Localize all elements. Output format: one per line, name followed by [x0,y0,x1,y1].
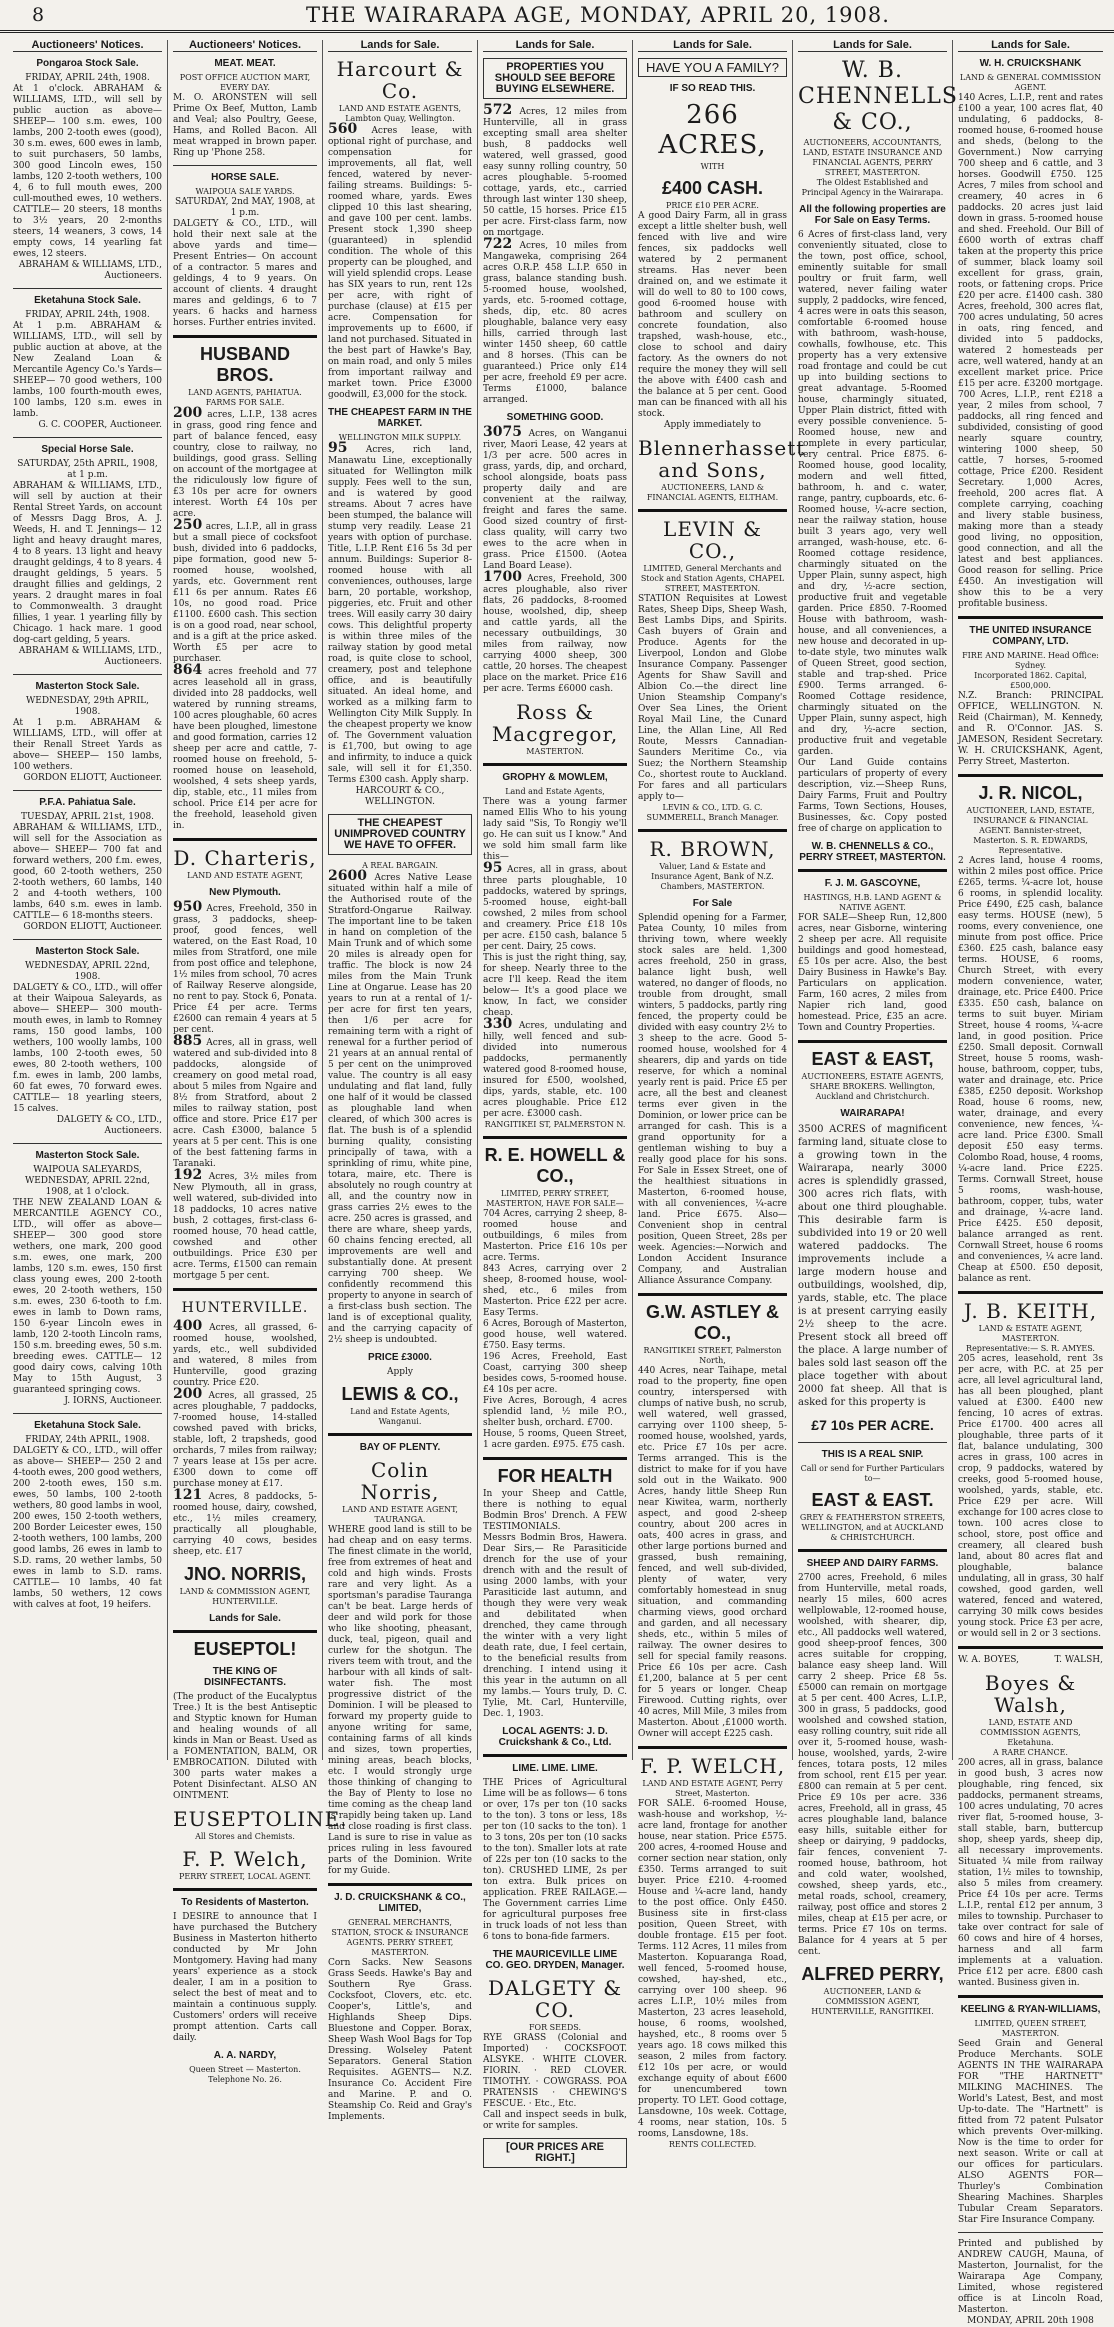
product-sub: THE KING OF DISINFECTANTS. [203,1666,287,1688]
divider [173,1888,317,1891]
column-1 [8,40,168,1760]
firm-name: Harcourt & Co. [336,57,464,103]
ad-text: Corn Sacks. New Seasons Grass Seeds. Hawke's Bay and Southern Rye Grass. Cocksfoot, Clovers, etc. etc. Cooper's, Little's, and Highlands Sheep Dips. Bluestone and Copper. Borax, Sheep Wash Wool Bags for Top Dressing. Wolseley Patent Separators. General Station Requisites. AGENTS— N.Z. Insurance Co. Accident Fire and Marine. P. and O. Steamship Co. Reid and Gray's Implements. [328,1958,472,2122]
divider [13,939,162,940]
listing-acres: 560 [328,121,358,137]
firm-name: JNO. NORRIS, [183,1564,307,1584]
firm-sub: LAND AND ESTATE AGENTS, Lambton Quay, Wellington. [338,104,462,123]
agent-name: F. P. Welch, [182,1847,308,1871]
firm-name: Blennerhassett and Sons, [638,436,806,482]
notice-body: At 1 p.m. ABRAHAM & WILLIAMS, LTD., will offer at their Renall Street Yards as above— SHEEP— 150 lambs, 100 wethers. [13,718,162,772]
section-sub: Call or send for Further Particulars to— [800,1464,945,1483]
firm-name: Ross & Macgregor, [491,700,619,746]
listing-acres: 250 [173,517,203,533]
firm-sub: New Plymouth. [209,887,281,898]
divider [958,1291,1103,1294]
firm-sub: MASTERTON. [526,747,584,756]
notice-sign: ABRAHAM & WILLIAMS, LTD., Auctioneers. [18,260,162,281]
divider [798,869,947,872]
listing-acres: 864 [173,662,203,678]
firm-sub: GENERAL MERCHANTS, STATION, STOCK & INSURANCE AGENTS. PERRY STREET, MASTERTON. [331,1918,469,1957]
columns [8,39,1108,2326]
listing-text: Acres, on Wanganui river, Maori Lease, 42 years at 1/3 per acre. 500 acres in grass, yards, dip, and orchard, school alongside, boats pass property daily and are convenient at the railway, freight and fares the same. Good sized country of first-class quality, will carry two ewes to the acre when in grass. Price £1500. (Aotea Land Board Lease). [483,429,627,571]
divider [958,774,1103,777]
ad-text: Splendid opening for a Farmer, Patea County, 10 miles from thriving town, where weekly stock sales are held. 1,300 acres freehold, 250 in grass, balance light bush, well watered, no danger of floods, no trouble from drought, small winters, 5 paddocks, partly ring fenced, the property could be divided with easy country 2½ to 3 sheep to the acre. Good 5-roomed house, woolshed for 4 shearers, dip and yards on tide reserve, for which a nominal yearly rent is paid. Price £5 per acre, all the best and cleanest terms ever given in the Dominion, or lower price can be arranged for cash. This is a grand opportunity for a gentleman wishing to buy a really good place for his sons. For Sale in Essex Street, one of the healthiest situations in Masterton, 6-roomed house, with all conveniences, ¼-acre land. Price £675. Also—Convenient shop in central position, Queen Street, 28s per week. Agencies:—Norwich and London Accident Insurance Company, and Australian Alliance Assurance Company. [638,913,787,1286]
notice-sign: GORDON ELIOTT, Auctioneer. [23,773,162,783]
section-title: IF SO READ THIS. [669,83,756,94]
notice-sub: WAIPOUA SALE YARDS. [195,187,295,196]
firm-rep: Representative:— S. R. AMYES. [966,1344,1095,1353]
divider [638,509,787,512]
listing-text: Acres, all grassed, 6-roomed house, woolshed, yards, etc., well subdivided and watered, 8 miles from Hunterville, good grazing country. Price £20. [173,1323,317,1388]
notice-address: Queen Street — Masterton. Telephone No. 26. [189,2065,301,2084]
firm-name: F. P. WELCH, [639,1754,786,1778]
column-4 [478,39,633,2164]
section-title: SHEEP AND DAIRY FARMS. [806,1558,939,1569]
firm-sub: LAND AND ESTATE AGENT, TAURANGA. [342,1505,458,1524]
ad-text: 140 Acres, L.I.P., rent and rates £100 a year, 100 acres flat, 40 undulating, 6 paddocks, 8-roomed house, 6-roomed house and sheds, (belong to the Government.) Now carrying 700 sheep and 6 cattle, and 3 horses. Goodwill £750. 125 Acres, 7 miles from school and creamery, 40 acres in 6 paddocks. 20 acres just laid down in grass. 5-roomed house and shed. Freehold. Our Bill of £600 worth of extras chaff taken at the property this price of summer, black loamy soil excellent for grass, grain, roots, or fattening crops. Price £20 per acre. £1400 cash. 380 Acres, freehold, 300 acres flat, 700 acres undulating, 50 acres in oats, ring fenced, and divided into 5 paddocks, watered 2 homesteads per acre, well watered, handy at an excellent market price. Price £15 per acre. £3200 mortgage. 700 Acres, L.I.P., rent £218 a year, 2 miles from school, 7 paddocks, all ring fenced and subdivided, consisting of good nearly square country, wintering 1000 sheep, 50 cattle, 7 horses, 5-roomed cottage, Price £200. Resident Secretary. 1,000 Acres, freehold, 200 acres flat. A complete carrying, coaching and livery stable business, making more than a steady good living, no opposition, good connection, and all the latest and best appliances. Good reason for selling. Price £450. An investigation will show this to be a very profitable business. [958,93,1103,609]
listing-text: 843 Acres, carrying over 2 sheep, 8-roomed house, wool-shed, etc., 6 miles from Masterton. Price £22 per acre. Easy Terms. [483,1264,627,1318]
listing-acres: 950 [173,899,203,915]
ad-text: WHERE good land is still to be had cheap and on easy terms. The finest climate in the world, free from extremes of heat and cold and high winds. Frosts rare and very light. As a sportsman's paradise Tauranga can't be beat. Large herds of deer and wild pork for those who like shooting, pheasant, duck, teal, pigeon, quail and curlew for the shotgun. The rivers teem with trout, and the harbour with all kinds of salt-water fish. The most progressive district of the Dominion. I will be pleased to forward my property guide to anyone writing for same, containing farms of all kinds and sizes, town properties, mining areas, beach blocks, etc. I would strongly urge those thinking of changing to the Bay of Plenty to lose no time coming as the cheap land is rapidly being taken up. Land and close roading is first class. Land is sure to rise in value as prices ruling in less favoured parts of the Dominion. Write for my Guide. [328,1525,472,1876]
section-sub: WITH [700,162,725,171]
notice-body: ABRAHAM & WILLIAMS, LTD., will sell for the Association as above— SHEEP— 700 fat and forward wethers, 200 f.m. ewes, good, 60 2-tooth wethers, 250 2-tooth wethers, 60 lambs, 140 2 and 4-tooth wethers, 100 lambs, 640 s.m. ewes in lamb. CATTLE— 6 18-months steers. [13,823,162,921]
section-title: For Sale [692,898,733,909]
section-title: HUNTERVILLE. [181,1300,309,1316]
notice-title: MEAT. MEAT. [214,58,276,69]
firm-sub: LIMITED, PERRY STREET, MASTERTON, HAVE FOR SALE— [486,1189,624,1208]
ad-text: A good Dairy Farm, all in grass except a little shelter bush, well fenced with live and wire fences, six paddocks well watered by 2 permanent streams. Has never been drained on, and we estimate it will do well to 80 to 100 cows, good 6-roomed house with bathroom and scullery on concrete foundation, also trapshed, wash-house, etc., close to school and dairy factory. As the owners do not require the money they will sell the above with £400 cash and the balance at 5 per cent. Good man can be financed with all his stock. [638,211,787,419]
notice-date: FRIDAY, APRIL 24th, 1908. [25,73,150,83]
notice-body: At 1 o'clock. ABRAHAM & WILLIAMS, LTD., will sell by public auction as above— SHEEP— 100 s.m. ewes, 100 lambs, 200 2-tooth ewes (good), 30 s.m. ewes, 600 ewes in lamb, to suit purchasers, 50 lambs, 300 good Lincoln ewes, 150 lambs, 120 2-tooth wethers, 100 4, 6 to full mouth ewes, 200 cull-mouthed ewes, 10 wethers. CATTLE— 20 steers, 18 months to 3½ years, 20 2-months steers, 14 weaners, 3 cows, 14 empty cows, 14 yearling fat ewes, 12 steers. [13,84,162,259]
firm-sub: LAND & ESTATE AGENT, MASTERTON. [978,1324,1083,1343]
listing-acres: 121 [173,1487,203,1503]
column-header: Lands for Sale. [958,40,1103,52]
notice-date: FRIDAY, APRIL 24th, 1908. [25,310,150,320]
ad-sign: RENTS COLLECTED. [668,2140,757,2149]
firm-sub: FARMS FOR SALE. [205,398,285,407]
firm-sub: LIMITED, QUEEN STREET, MASTERTON. [974,2019,1087,2038]
divider [958,616,1103,619]
divider [483,1457,627,1460]
listing-text: Acres, Freehold, 300 acres ploughable, also river flats, 26 paddocks, 8-roomed house, woolshed, dip, sheep and cattle yards, all the necessary outbuildings, 30 miles from railway, now carrying 4000 sheep, 300 cattle, 20 horses. The cheapest place on the market. Price £16 per acre. Terms £6000 cash. [483,574,627,694]
ad-poem: There was a young farmer named Ellis Who to his young lady said "Sis, To Rongiy we'll go. He can suit us I know." And we sold him small farm like this— [483,797,627,862]
product-text: (The product of the Eucalyptus Tree.) It is the best Antiseptic and Styptic known for Human and healing wounds of all kinds in Man or Beast. Used as a FOMENTATION, BALM, OR EMBROCATION. Diluted with 300 parts water makes a Potent Disinfectant. ALSO AN OINTMENT. [173,1692,317,1801]
newspaper-title: THE WAIRARAPA AGE, MONDAY, APRIL 20, 1908. [306,3,890,27]
listing-text: Acres, all grassed, 25 acres ploughable, 7 paddocks, 7-roomed house, 14-stalled cowshed paved with bricks, stable, loft, 2 trapsheds, good orchards, 7 miles from railway; 7 years lease at 15s per acre. £300 down to come off purchase money at £17. [173,1391,317,1489]
divider [13,288,162,289]
divider [13,790,162,791]
divider [483,763,627,766]
ad-text: 200 acres, all in grass, balance in good bush, 3 acres now ploughable, ring fenced, six paddocks, permanent streams, 100 acres undulating, 70 acres river flat, 5-roomed house, 3-stall stable, barn, buttercup shop, sheep yards, sheep dip, all necessary improvements. Situated ¼ mile from railway station, 1½ miles to township, also 5 miles from creamery. Price £4 10s per acre. Terms L.I.P., rental £12 per annum, 3 miles to township. Purchaser to take over contract for sale of 60 cows and hire of 4 horses, harness and all farm implements at a valuation. Price £12 per acre. £800 cash wanted. Business given in. [958,1758,1103,1988]
divider [638,829,787,832]
firm-sub: RANGITIKEI STREET, Palmerston North, [643,1346,782,1365]
listing-text: Acres, all in grass, about three parts ploughable, 10 paddocks, watered by springs, 5-roomed house, eight-ball cowshed, 2 miles from school and creamery. Price £18 10s per acre. £150 cash, balance 5 per cent. Dairy, 25 cows. [483,865,627,952]
firm-name: EAST & EAST, [811,1049,934,1069]
listing-text: 6 Acres, Borough of Masterton, good house, well watered. £750. Easy terms. [483,1319,627,1351]
divider [328,1883,472,1886]
column-header: Lands for Sale. [638,40,787,52]
notice-sign: G. C. COOPER, Auctioneer. [38,420,162,430]
column-header: Auctioneers' Notices. [173,40,317,52]
ad-poem: This is just the right thing, say, for sheep. Nearly three to the acre I'll keep. Read the item below— It's a good place we know, In fact, we consider cheap. [483,953,627,1018]
ad-text: 2 Acres land, house 4 rooms, within 2 miles post office. Price £265, terms. ¼-acre lot, house 6 rooms, in splendid locality. Price £490, £25 cash, balance easy terms. HOUSE (new), 5 rooms, every convenience, one minute from post office. Price £360. £25 cash, balance easy terms. HOUSE, 6 rooms, Church Street, with every modern convenience, water, drainage, etc. Price £400. Price £335. £50 cash, balance on terms to suit buyer. Miriam Street, house 4 rooms, ¼-acre land, in good position. Price £250. Small deposit. Cornwall Street, house 5 rooms, wash-house, bathroom, copper, tubs, water and drainage, etc. Price £385, £250 deposit. Workshop Road, house 6 rooms, new, water, drainage, and every convenience, new fences, ¼-acre land. Price £300. Small deposit £50 easy terms. Colombo Road, house, 4 rooms, ¼-acre land. Price £225. Terms. Cornwall Street, house 5 rooms, wash-house, bathroom, copper, tubs, water and drainage, ¼-acre land. Price £425. £50 deposit, balance arranged as rent. Cornwall Street, house 6 rooms and conveniences, ¼ acre land. Cheap at £500. £50 deposit, balance as rent. [958,856,1103,1284]
ad-text: FOR SALE—Sheep Run, 12,800 acres, near Gisborne, wintering 2 sheep per acre. All requisite buildings and good homestead, £5 10s per acre. Also, the best Dairy Business in Hawke's Bay. Particulars on application. Farm, 160 acres, 2 miles from Napier rich land, good homestead. Price, £35 an acre. Town and Country Properties. [798,913,947,1033]
listing-text: Acres, 12 miles from Hunterville, all in grass excepting small area shelter bush, 8 paddocks well watered, well grassed, good easy sunny rolling country, 50 acres ploughable. 5-roomed cottage, yards, etc., carried through last winter 130 sheep, 50 cattle, 15 horses. Price £15 per acre. First-class farm, now on mortgage. [483,107,627,238]
section-sub: A RARE CHANCE. [993,1748,1068,1757]
column-7 [953,39,1108,2326]
divider [173,165,317,166]
firm-sub: Land and Estate Agents, Wanganui. [350,1407,450,1426]
listing-acres: 200 [173,1386,203,1402]
divider [13,437,162,438]
notice-sign: ABRAHAM & WILLIAMS, LTD., Auctioneers. [18,646,162,667]
firm-sub: LAND AND ESTATE AGENT, [187,871,303,880]
firm-tag: The Oldest Established and Principal Agency in the Wairarapa. [801,178,944,197]
listing-text: acres, L.I.P., all in grass but a small piece of cocksfoot bush, divided into 6 paddocks, pipe formation, good new 5-roomed house, woolshed, yards, etc. Government rent £11 6s per annum. Rates £6 10s, no good road. Price £1100. £600 cash. This section is on a good road, near school, and is a gift at the price asked. Worth £5 per acre to purchaser. [173,522,317,664]
notice-title: Masterton Stock Sale. [35,681,140,692]
listing-acres: 2600 [328,868,367,884]
divider [13,674,162,675]
column-6 [793,39,958,2016]
notice-body: ABRAHAM & WILLIAMS, LTD., will sell by auction at their Rental Street Yards, on account of Messrs Dagg Bros, A. J. Weeds, H. and T. Jennings— 12 light and heavy draught mares, 4 to 8 years. 13 light and heavy draught geldings, 4 to 8 years. 4 draught geldings, 5 years. 5 draught fillies and geldings, 2 years. 2 draught mares in foal to Commonwealth. 3 draught fillies, 1 year. 1 yearling filly by Chicago. 1 hack mare. 1 good dog-cart gelding, 5 years. [13,481,162,645]
listing-acres: 400 [173,1318,203,1334]
ad-text: 440 Acres, near Taihape, metal road to the property, fine open country, interspersed with clumps of native bush, no scrub, well watered, well grassed, carrying over 1100 sheep, 5-roomed house, woolshed, yards, etc. Price £7 10s per acre. Terms arranged. This is the district to make for if you have sold out in the Waikato. 900 Acres, handy little Sheep Run near Kiwitea, warm, northerly aspect, and good 2-sheep country, about 200 acres in oats, 400 acres in grass, and other large portions burned and grassed, bush remaining, fenced, and well sub-divided, plenty of water, very comfortably homestead in snug situation, and commanding charming views, good orchard and garden, and all necessary sheds, etc., within 5 miles of railway. The owner desires to sell for special family reasons. Price £6 10s per acre. Cash £1,200, balance at 5 per cent for 5 years or longer. Cheap Firewood. Cutting rights, over 40 acres, Mill Mile, 3 miles from Masterton. About ,£1000 worth. Owner will accept £225 cash. [638,1366,787,1739]
column-header: Auctioneers' Notices. [13,40,162,52]
listing-acres: 95 [483,860,503,876]
listing-text: Acres, rich land, Manawatu Line, exceptionally situated for Wellington milk supply. Fees well to the sun, and is watered by good streams. About 7 acres have been stumped, the balance will stump very readily. Lease 21 years with option of purchase. Title, L.I.P. Rent £16 5s 3d per annum. Buildings: Superior 8-roomed house with all conveniences, outhouses, large barn, 20 portable, workshop, piggeries, etc. Fruit and other trees. Will easily carry 30 dairy cows. This delightful property is within three miles of the railway station by good metal road, is quite close to school, creamery, post and telephone office, and is beautifully situated. An ideal home, and worked as a milking farm to Wellington City Milk Supply. In the cheapest property we know of. The Government valuation is £1,700, but owing to age and infirmity, to induce a quick sale, will sell it for £1,350. Terms £300 cash. Apply sharp. [328,445,473,785]
divider [638,1293,787,1296]
divider [13,1413,162,1414]
notice-date: WEDNESDAY, 29th APRIL, 1908. [26,696,149,717]
listing-text: acres, L.I.P., 138 acres in grass, good ring fence and part of balance fenced, easy country, close to railway, no buildings, good grass. Selling on account of the mortgagee at the ridiculously low figure of £3 10s per acre for owners interest. Worth £4 10s per acre. [173,410,317,519]
listing-acres: 885 [173,1033,203,1049]
firm-sub: AUCTIONEER, LAND, ESTATE, INSURANCE & FINANCIAL AGENT. Bannister-street, Masterton. S. R. EDWARDS, Representative. [966,806,1095,855]
notice-title: HORSE SALE. [211,172,279,183]
partner-name: W. A. BOYES, [958,1655,1019,1665]
firm-capital: Incorporated 1862. Capital, £500,000. [974,671,1087,690]
firm-name: THE UNITED INSURANCE COMPANY, LTD. [969,625,1092,647]
divider [328,1433,472,1436]
listing-text: Acres, 10 miles from Mangaweka, comprising 264 acres O.R.P. 458 L.I.P. 650 in grass, balance standing bush. 5-roomed house, woolshed, yards, etc. 5-roomed cottage, sheds, dip, etc. 80 acres ploughable, balance very easy hills, carried through last winter 1450 sheep, 60 cattle and 8 horses. (This can be guaranteed.) Price only £14 per acre, freehold £9 per acre. Terms £1000, balance arranged. [483,241,627,405]
apply-label: Apply immediately to [664,420,761,430]
firm-name: ALFRED PERRY, [801,1964,944,1984]
notice-title: Masterton Stock Sale. [35,946,140,957]
notice-title: To Residents of Masterton. [181,1897,309,1908]
listing-acres: 95 [328,440,348,456]
divider [958,1646,1103,1649]
listing-text: Acres, undulating and hilly, well fenced and sub-divided into numerous paddocks, permanently watered good 8-roomed house, insured for £500, woolshed, dips, yards, stable, etc. 100 acres ploughable. Price £12 per acre. £3000 cash. [483,1021,627,1119]
listing-text: Five Acres, Borough, 4 acres splendid land, ½ mile P.O., shelter bush, orchard. £700. [483,1396,627,1428]
ad-text: 6 Acres of first-class land, very conveniently situated, close to the town, post office, school, eminently suitable for small poultry or fruit farm, well watered, never failing water supply, 2 paddocks, wire fenced, 4 acres were in oats this season, comfortable 6-roomed house with bathroom, wash-house, cowhalls, fowlhouse, etc. This property has a very extensive road frontage and could be cut up into building sections to great advantage. 5-Roomed house, charmingly situated, Upper Plain district, fitted with every possible convenience. 5-Roomed house, new and complete in every particular, very central. Price £875. 6-Roomed house, good locality, modern and well fitted, bathroom, h. and c. water, range, pantry, cupboards, etc. 6-Roomed house, ¼-acre section, near the railway station, house built 3 years ago, very well arranged, wash-house, etc. 6-Roomed cottage residence, charmingly situated on the Upper Plain, sunny aspect, high and dry, ½-acre section, productive fruit and vegetable garden. Price £850. 7-Roomed House with bathroom, wash-house, and all conveniences, a new house and decorated in up-to-date style, two minutes walk of Queen Street, good section, stable and trap-shed. Price £900. Terms arranged. 6-Roomed Cottage residence, charmingly situated on the Upper Plain, sunny aspect, high and dry, ½-acre section, productive fruit and vegetable garden. [798,230,947,757]
section-title: THIS IS A REAL SNIP. [821,1449,924,1460]
firm-sign: HARCOURT & CO., WELLINGTON. [355,786,445,807]
ad-text: N.Z. Branch: PRINCIPAL OFFICE, WELLINGTON. N. Reid (Chairman), M. Kennedy, and R. O'Connor. JAS. S. JAMESON, Resident Secretary. W. H. CRUICKSHANK, Agent, Perry Street, Masterton. [958,691,1103,767]
firm-name: LEWIS & CO., [341,1384,459,1404]
firm-sub: FOR SEEDS. [529,2023,581,2032]
ad-testimonial: Messrs Bodmin Bros, Hawera. Dear Sirs,— Re Parasiticide drench for the use of your drench with and the result of using 2000 lambs, with your Parasiticide last autumn, and though they were very weak and debilitated when drenched, they came through the winter with a very light death rate, due, I feel certain, to the beneficial results from drenching. I intend using it this year in the autumn on all my lambs.— Yours truly, D. C. Tylie, Mt. Carl, Hunterville, Dec. 1, 1903. [483,1533,627,1719]
notice-title: Special Horse Sale. [41,444,134,455]
agent-sub: PERRY STREET, LOCAL AGENT. [179,1872,311,1881]
page-number: 8 [32,4,45,26]
headline-acres: 266 ACRES, [658,100,767,160]
section-sub: WELLINGTON MILK SUPPLY. [338,433,462,442]
listing-acres: 1700 [483,569,522,585]
column-header: Lands for Sale. [483,40,627,52]
firm-name: R. E. HOWELL & CO., [484,1145,626,1186]
firm-name: W. H. CRUICKSHANK [979,58,1082,69]
listing-acres: 572 [483,102,513,118]
firm-sub: LAND, ESTATE AND COMMISSION AGENTS, Eketahuna. [980,1718,1081,1747]
boxed-headline: THE CHEAPEST UNIMPROVED COUNTRY WE HAVE TO OFFER. [328,814,472,855]
firm-name: Boyes & Walsh, [984,1671,1077,1717]
firm-name: Colin Norris, [360,1458,440,1504]
ad-sign: THE MAURICEVILLE LIME CO. GEO. DRYDEN, Manager. [485,1949,625,1971]
section-title: BAY OF PLENTY. [359,1442,441,1453]
product-text: All Stores and Chemists. [195,1832,295,1841]
boxed-headline: [OUR PRICES ARE RIGHT.] [483,2138,627,2168]
listing-text: Acres, 3½ miles from New Plymouth, all in grass, well watered, sub-divided into 18 paddocks, 10 acres native bush, 2 cottages, first-class 6-roomed house, 70 head cattle, cowshed and other outbuildings. Price £30 per acre. Terms, £1500 can remain mortgage 5 per cent. [173,1172,317,1281]
column-3 [323,39,478,2122]
imprint-date: MONDAY, APRIL 20th 1908 [967,2316,1094,2326]
listing-acres: 192 [173,1167,203,1183]
notice-sign: GORDON ELIOTT, Auctioneer. [23,922,162,932]
ad-text: 205 acres, leasehold, rent 3s per acre, with P.C. at 25 per acre, all level agricultural land, has all been ploughed, plant valued at £300. £400 new fencing, 10 acres of extras. Price £1700. 400 acres all ploughable, three parts of it flat, balance undulating, 300 acres in grass, 100 acres in crop, 9 paddocks, watered by creeks, good 5-roomed house, woolshed, yards, stable, etc. Price £29 per acre. Will exchange for 100 acres close to town. 100 acres close to school, store, post office and creamery, all cleared bush land, about 80 acres flat and ploughable, balance undulating, all in grass, 30 half cowshed, good garden, well watered, fenced and watered, carrying 30 milk cows besides young stock. Price £3 per acre, or would sell in 2 or 3 sections. [958,1354,1103,1639]
ad-title: FOR HEALTH [497,1466,613,1486]
firm-sub: Valuer, Land & Estate and Insurance Agent, Bank of N.Z. Chambers, MASTERTON. [651,862,774,891]
firm-name: GROPHY & MOWLEM, [502,772,608,783]
divider [798,1040,947,1043]
listing-text: House, 5 rooms, Queen Street, 1 acre garden. £975. £75 cash. [483,1429,627,1450]
ad-agents: LOCAL AGENTS: J. D. Cruickshank & Co., Ltd. [498,1726,612,1748]
listing-text: Acres lease, with optional right of purchase, and compensation for improvements, all flat, well fenced, watered by never-failing streams. Buildings: 5-roomed whare, yards. Ewes clipped 10 this last shearing, and gave 100 per cent. lambs. Present stock 1,390 sheep (guaranteed) in splendid condition. The whole of this property can be ploughed, and will yield splendid crops. Lease has SIX years to run, rent 12s per acre, with right of purchase (clause) at £15 per acre. Compensation for improvements up to £600, if land not purchased. Situated in the best part of Hawke's Bay, on main road, and only 5 miles from important railway and market town. Price £3000 goodwill, £3,000 for the stock. [328,126,472,400]
listing-text: Acres, 8 paddocks, 5-roomed house, dairy, cowshed, etc., 1½ miles creamery, practically all ploughable, carrying 40 cows, besides sheep, etc. £17 [173,1492,317,1557]
firm-sub: LAND & GENERAL COMMISSION AGENT. [959,73,1102,92]
firm-name: KEELING & RYAN-WILLIAMS, [960,2004,1101,2015]
section-sub: A REAL BARGAIN. [362,861,438,870]
firm-sub: GREY & FEATHERSTON STREETS, WELLINGTON, and at AUCKLAND & CHRISTCHURCH. [799,1513,946,1542]
firm-name: W. B. CHENNELLS & CO., [798,58,958,135]
ad-sign: LEVIN & CO., LTD. G. C. SUMMERELL, Branch Manager. [646,803,779,822]
notice-body: DALGETY & CO., LTD., will offer at their Waipoua Saleyards, as above— SHEEP— 300 mouth-mouth ewes, in lamb to Romney rams, 150 good lambs, 100 wethers, 100 woolly lambs, 100 lambs, 100 2-tooth ewes, 50 ewes, 80 2-tooth wethers, 100 f.m. ewes in lamb, 200 lambs, 60 fat ewes, 70 forward ewes. CATTLE— 18 yearling steers, 15 calves. [13,983,162,1114]
price: £7 10s PER ACRE. [811,1417,934,1433]
firm-name: DALGETY & CO. [487,1976,623,2022]
firm-name: D. Charteris, [173,846,317,870]
apply-label: Apply [387,1367,413,1377]
notice-date: TUESDAY, APRIL 21st, 1908. [20,812,155,822]
listing-text: acres freehold and 77 acres leasehold all in grass, divided into 28 paddocks, well watered by running streams, 100 acres ploughable, 60 acres have been ploughed, limestone and good formation, carries 12 sheep per acre and cattle, 7-roomed house on freehold, 5-roomed house on leasehold, woolshed, 4 sets sheep yards, dip, stable, etc., 11 miles from school. Price £14 per acre for the freehold, leasehold given in. [173,667,317,831]
firm-sub: AUCTIONEERS, ESTATE AGENTS, SHARE BROKERS. Wellington, Auckland and Christchurch. [801,1072,944,1101]
divider [173,1288,317,1291]
notice-sign: J. IORNS, Auctioneer. [64,1396,162,1406]
section-title: THE CHEAPEST FARM IN THE MARKET. [328,407,472,429]
column-header: Lands for Sale. [328,40,472,52]
notice-body: THE NEW ZEALAND LOAN & MERCANTILE AGENCY CO., LTD., will offer as above— SHEEP— 300 good store wethers, one mark, 200 good s.m. ewes, one mark, 200 lambs, 120 s.m. ewes, 150 first class young ewes, 200 2-tooth ewes, 20 2-tooth wethers, 150 s.m. ewes, 230 6-tooth to f.m. ewes in lamb to Down rams, 150 6-year Lincoln ewes in lamb, 120 2-tooth Lincoln rams, 150 s.m. breeding ewes, 50 s.m. breeding ewes. CATTLE— 12 good dairy cows, calving 10th May to 15th August, 3 guaranteed springing cows. [13,1198,162,1395]
firm-sub: LAND AGENTS, PAHIATUA. [188,388,302,397]
divider [798,1442,947,1443]
divider [173,1630,317,1633]
masthead [0,0,1114,33]
notice-body: At 1 p.m. ABRAHAM & WILLIAMS, LTD., will sell by public auction at above, at the New Zealand Loan & Mercantile Agency Co.'s Yards— SHEEP— 70 good wethers, 100 lambs, 100 fourth-mouth ewes, 100 lambs, 120 s.m. ewes in lamb. [13,321,162,419]
product-name: EUSEPTOLINE. [173,1807,348,1831]
listing-acres: 722 [483,236,513,252]
firm-sub: LAND & COMMISSION AGENT, HUNTERVILLE. [179,1587,311,1606]
divider [483,1136,627,1139]
listing-acres: 200 [173,405,203,421]
listing-text: 704 Acres, carrying 2 sheep, 8-roomed house and outbuildings, 6 miles from Masterton. Price £16 10s per acre. Terms. [483,1209,627,1263]
ad-text: Call and inspect seeds in bulk, or write for samples. [483,2110,627,2131]
divider [958,2232,1103,2233]
notice-sign: A. A. NARDY, [213,2050,277,2061]
firm-sub: Land and Estate Agents, [505,787,605,796]
headline-cash: £400 CASH. [661,178,764,198]
notice-title: Masterton Stock Sale. [35,1150,140,1161]
listing-acres: 3075 [483,424,522,440]
firm-name: HUSBAND BROS. [200,344,290,385]
firm-sub: AUCTIONEERS, LAND & FINANCIAL AGENTS, ELTHAM. [646,483,779,502]
ad-sign: W. B. CHENNELLS & CO., PERRY STREET, MASTERTON. [799,841,946,863]
notice-title: Eketahuna Stock Sale. [34,295,141,306]
divider [798,1549,947,1552]
notice-body: I DESIRE to announce that I have purchased the Butchery Business in Masterton hitherto conducted by Mr John Montgomery. Having had many years' experience as a stock dealer, I am in a position to select the best of meat and to maintain a continuous supply. Customers' orders will receive prompt attention. Carts call daily. [173,1912,317,2043]
divider [173,335,317,338]
firm-name: J. R. NICOL, [978,783,1083,803]
firm-name: LEVIN & CO., [663,517,762,563]
notice-body: DALGETY & CO., LTD., will hold their next sale at the above yards and time— Present Entries— On account of a contractor. 5 mares and geldings, 4 to 9 years. On account of clients. 4 draught mares and geldings, 6 to 7 years. 6 hacks and harness horses. Further entries invited. [173,219,317,328]
product-name: EUSEPTOL! [193,1639,297,1659]
notice-date: FRIDAY, 24th APRIL, 1908. [25,1435,150,1445]
listing-text: Acres, Freehold, 350 in grass, 3 paddocks, sheep-proof, good fences, well watered, on the East Road, 10 miles from Stratford, one mile from post office and telephone, 1½ miles from school, 70 acres of Railway Reserve alongside, no rent to pay. Stock 6, Ponata. Price £4 per acre. Terms £2600 can remain 4 years at 5 per cent. [173,904,317,1035]
ad-text: THE Prices of Agricultural Lime will be as follows— 6 tons or over, 17s per ton (10 sacks to the ton). 3 tons or less, 18s per ton (10 sacks to the ton). 1 to 3 tons, 20s per ton (10 sacks to the ton). Smaller lots at rate of 22s per ton (10 sacks to the ton). CRUSHED LIME, 2s per ton extra. Bulk prices on application. FREE RAILAGE.— The Government carries Lime for agricultural purposes free in truck loads of not less than 6 tons to bona-fide farmers. [483,1778,627,1942]
ad-text: 2700 acres, Freehold, 6 miles from Hunterville, metal roads, nearly 15 miles, 600 acres wellplowable, 12-roomed house, woolshed, with shearer, dip, etc., All paddocks well watered, good sheep-proof fences, 300 acres suitable for cropping, balance easy sheep land. Will carry 2 sheep. Price £8 5s. £5000 can remain on mortgage at 5 per cent. 400 Acres, L.I.P., 300 in grass, 5 paddocks, good woolshed and cowshed station, easy rolling country, suit ride all over it, 5-roomed house, wash-house, woolshed, yards, 2-wire fences, totara posts, 12 miles from school, rent £15 per year. £800 can remain at 5 per cent. Price £9 10s per acre. 336 acres, Freehold, all in grass, 45 acres ploughable land, balance easy hills, suitable either for sheep or dairying, 9 paddocks, fair fences, convenient 7-roomed house, bathroom, hot and cold water, woolshed, cowshed, sheep yards, etc., metal roads, school, creamery, railway, post office and stores 2 miles, cheap at £15 per acre, or terms. Price £7 10s on terms. Balance for 4 years at 5 per cent. [798,1573,947,1957]
seed-list: RYE GRASS (Colonial and Imported) · COCKSFOOT. ALSYKE. · WHITE CLOVER. FIORIN. · RED CLOVER. TIMOTHY. · COWGRASS. POA PRATENSIS · CHEWING'S FESCUE. · Etc., Etc. [483,2033,627,2109]
divider [483,1754,627,1757]
firm-sub: LIMITED, General Merchants and Stock and Station Agents, CHAPEL STREET, MASTERTON. [640,564,785,593]
listing-text: Acres Native Lease situated within half a mile of the Authorised route of the Stratford-Ongarue Railway. The important line to be taken in hand on completion of the Main Trunk and of which some 20 miles is already open for traffic. The block is now 24 miles from the Main Trunk Line at Ongarue. Lease has 20 years to run at a rental of 1/- per acre for first ten years, then 1/6 per acre for remaining term with a right of renewal for a further period of 21 years at an annual rental of 5 per cent on the unimproved value. The country is all easy undulating and flat land, fully one half of it would be classed as ploughable land when cleared, of which 300 acres is flat. The bush is of a splendid burning quality, consisting principally of tawa, with a sprinkling of rimu, white pine, totara, maire, etc. There is absolutely no rough country at all, and the country now in grass carries 2½ ewes to the acre. 250 acres is grassed, and there are whare, sheep yards, 60 chains fencing erected, all improvements are well and substantially done. At present carrying 700 sheep. We confidently recommend this property to anyone in search of a first-class bush section. The land is of exceptional quality, and the carrying capacity of 2½ sheep is undoubted. [328,873,472,1345]
partner-name: T. WALSH, [1054,1655,1103,1665]
firm-name: F. J. M. GASCOYNE, [824,878,921,889]
firm-sub: LAND AND ESTATE AGENT, Perry Street, Masterton. [642,1779,783,1798]
firm-sign: RANGITIKEI ST, PALMERSTON N. [484,1120,626,1129]
firm-sub: Lands for Sale. [209,1613,281,1624]
divider [173,838,317,841]
ad-text: STATION Requisites at Lowest Rates, Sheep Dips, Sheep Wash, Best Lambs Dips, and Spirits. Cash buyers of Grain and Produce. Agents for the Liverpool, London and Globe Insurance Company. Passenger Agents for Shaw Savill and Albion Co.—the direct line Union Steamship Company's Over Sea Lines, the Orient Royal Mail Line, the Cunard Line, the Allan Line, All Red Route, Messrs Cannadian-Saunders Meritime Co., via Suez; the Northern Steamship Co., shortest route to Auckland. For fares and all particulars apply to— [638,594,787,802]
firm-sub: AUCTIONEER, LAND & COMMISSION AGENT, HUNTERVILLE, RANGITIKEI. [811,1987,934,2016]
listing-text: 196 Acres, Freehold, East Coast, carrying 300 sheep besides cows, 5-roomed house. £4 10s per acre. [483,1352,627,1395]
firm-sub: AUCTIONEERS, ACCOUNTANTS, LAND, ESTATE INSURANCE AND FINANCIAL AGENTS, PERRY STREET, MASTERTON. [802,138,943,177]
boxed-headline: PROPERTIES YOU SHOULD SEE BEFORE BUYING ELSEWHERE. [483,58,627,99]
ad-title: LIME. LIME. LIME. [512,1763,598,1774]
notice-body: M. O. ARONSTEN will sell Prime Ox Beef, Mutton, Lamb and Veal; also Poultry, Geese, Hams, and Rolled Bacon. All meat wrapped in brown paper. Ring up 'Phone 258. [173,93,317,158]
firm-name: EAST & EAST. [811,1490,934,1510]
firm-name: G.W. ASTLEY & CO., [645,1302,779,1343]
notice-date: SATURDAY, 25th APRIL, 1908, at 1 p.m. [17,459,158,480]
notice-sign: DALGETY & CO., LTD., Auctioneers. [56,1115,162,1136]
notice-title: Eketahuna Stock Sale. [34,1420,141,1431]
firm-sub: FIRE AND MARINE. Head Office: Sydney. [962,651,1099,670]
section-title: WAIRARAPA! [840,1108,905,1119]
listing-acres: 330 [483,1016,513,1032]
firm-name: R. BROWN, [649,837,776,861]
firm-name: J. B. KEITH, [963,1299,1098,1323]
ad-text: 3500 ACRES of magnificent farming land, situate close to a growing town in the Wairarapa, nearly 3000 acres is splendidly grassed, 300 acres rich flats, with about one third ploughable. This desirable farm is subdivided into 19 or 20 well watered paddocks. The improvements include a large modern house and outbuildings, woolshed, dip, yards, stable, etc. The place is at present carrying easily 2½ sheep to the acre. Present stock all breed off the place. A large number of bales sold last season off the place together with about 2000 fat sheep. All that is asked for this property is [798,1124,947,1408]
divider [13,1143,162,1144]
imprint: Printed and published by ANDREW CAUGH, Mauna, of Masterton, Journalist, for the Wairarapa Age Company, Limited, whose registered office is at Lincoln Road, Masterton. [958,2239,1103,2315]
notice-sub: POST OFFICE AUCTION MART, EVERY DAY. [179,73,311,92]
ad-text: FOR SALE. 6-roomed House, wash-house and workshop, ½-acre land, frontage for another house, near station. Price £575. 200 acres, 4-roomed House and corner section near station, only £350. Terms arranged to suit buyer. Price £210. 4-roomed House and ¼-acre land, handy to the post office. Only £450. Business site in first-class position, Queen Street, with double frontage. £15 per foot. Terms. 112 Acres, 11 miles from Masterton. Kopuaranga Road, well fenced, 5-roomed house, cowshed, hay-shed, etc., carrying over 100 sheep. 96 acres L.I.P., 10½ miles from Masterton, 23 acres leasehold, house, 6 rooms, woolshed, hayshed, etc., 8 rooms over 5 years ago. 18 cows milked this season, 2 miles from factory. £12 10s per acre, or would exchange equity of about £600 for unencumbered town property. TO LET. Good cottage, Lansdowne, 10s week. Cottage, 4 rooms, near station, 10s. 5 rooms, Lansdowne, 18s. [638,1799,787,2139]
ad-text: Seed Grain and General Produce Merchants. SOLE AGENTS IN THE WAIRARAPA FOR "THE HARTNETT" MILKING MACHINES. The World's Latest, Best, and most Up-to-date. The "Hartnett" is fitted from 72 patent Pulsator which prevents Over-milking. Now is the time to order for next season. Write or call at our offices for particulars. ALSO AGENTS FOR— Thurley's Combination Shearing Machines. Sharples Tubular Cream Separators. Star Fire Insurance Company. [958,2039,1103,2225]
divider [958,1995,1103,1998]
firm-sub: HASTINGS, H.B. LAND AGENT & NATIVE AGENT. [803,893,942,912]
section-title: SOMETHING GOOD. [506,412,604,423]
column-5 [633,39,806,2149]
notice-title: P.F.A. Pahiatua Sale. [39,797,136,808]
listing-text: Acres, all in grass, well watered and sub-divided into 8 paddocks, alongside of creamery on good metal road, about 5 miles from Ngaire and 8½ from Stratford, about 2 miles to railway station, post office and store. Price £17 per acre. Cash £3000, balance 5 years at 5 per cent. This is one of the best fattening farms in Taranaki. [173,1038,317,1169]
price: PRICE £3000. [368,1352,432,1363]
divider [638,1746,787,1749]
notice-body: DALGETY & CO., LTD., will offer as above— SHEEP— 250 2 and 4-tooth ewes, 200 good wethers, 200 2-tooth ewes, 150 s.m. ewes, 50 lambs, 100 2-tooth wethers, 80 good lambs in wool, 200 ewes, 150 2-tooth wethers, 200 Border Leicester ewes, 150 2-tooth wethers, 100 lambs, 200 good lambs, 26 ewes in lamb to S.D. rams, 20 wether lambs, 50 ewes in lamb to S.D. rams. CATTLE— 10 lambs, 40 fat lambs, 50 wethers, 12 cows with calves at foot, 19 heifers. [13,1446,163,1610]
notice-title: Pongaroa Stock Sale. [36,58,139,69]
column-header: Lands for Sale. [798,40,947,52]
price: PRICE £10 PER ACRE. [666,201,759,210]
boxed-headline: HAVE YOU A FAMILY? [638,58,787,77]
ad-text: Our Land Guide contains particulars of property of every description, viz.—Sheep Runs, Dairy Farms, Fruit and Poultry Farms, Town Sections, Houses, Businesses, &c. Copy posted free of charge on application to [798,758,947,834]
section-title: All the following properties are For Sale on Easy Terms. [799,204,946,226]
partners-row [958,1655,1103,1666]
ad-text: In your Sheep and Cattle, there is nothing to equal Bodmin Bros' Drench. A FEW TESTIMONIALS. [483,1489,627,1532]
firm-name: J. D. CRUICKSHANK & CO., LIMITED, [334,1892,466,1914]
notice-date: SATURDAY, 2nd MAY, 1908, at 1 p.m. [175,197,315,218]
notice-date: WAIPOUA SALEYARDS, WEDNESDAY, APRIL 22nd, 1908, at 1 o'clock. [24,1165,151,1197]
notice-date: WEDNESDAY, APRIL 22nd, 1908. [24,961,151,982]
